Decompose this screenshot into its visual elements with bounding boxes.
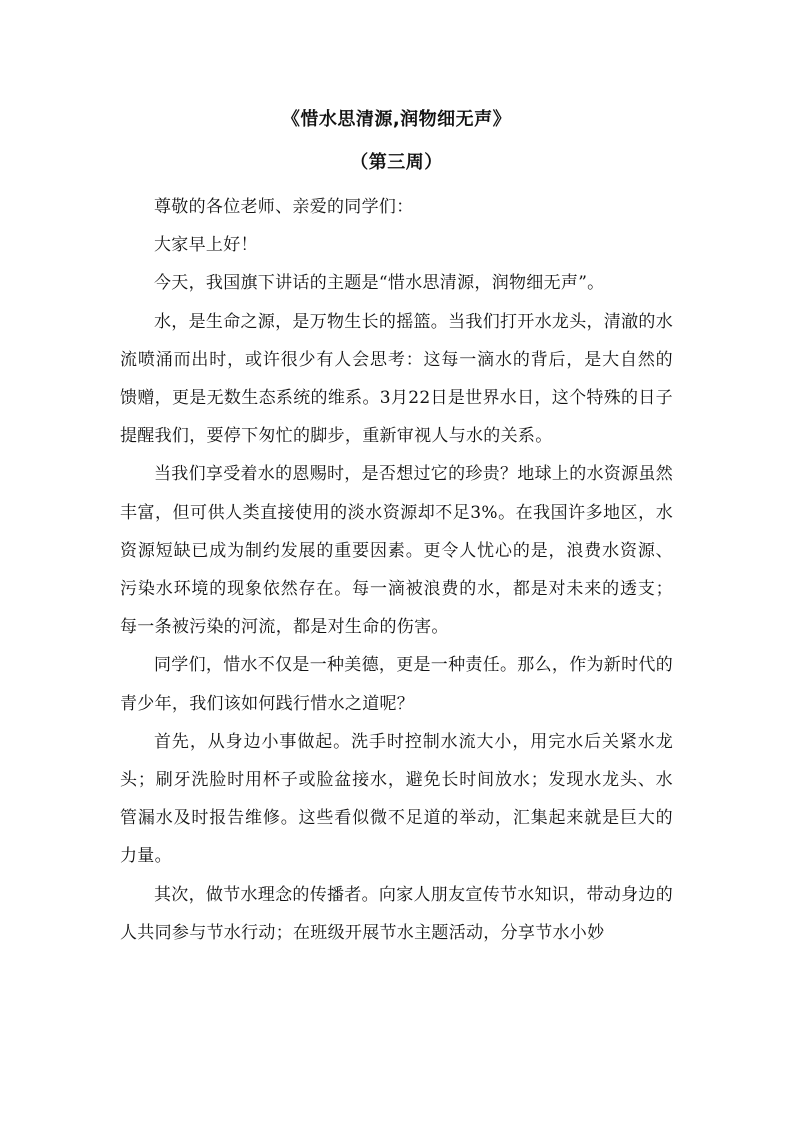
body-paragraph: 首先，从身边小事做起。洗手时控制水流大小，用完水后关紧水龙头；刷牙洗脸时用杯子或脸盆接水，避免长时间放水；发现水龙头、水管漏水及时报告维修。这些看似微不足道的举动，汇集起来就是巨大的力量。 [120, 731, 673, 867]
greeting: 大家早上好！ [154, 235, 258, 256]
body-paragraph: 水，是生命之源，是万物生长的摇篮。当我们打开水龙头，清澈的水流喷涌而出时，或许很少有人会思考：这每一滴水的背后，是大自然的馈赠，更是无数生态系统的维系。3月22日是世界水日，这个特殊的日子提醒我们，要停下匆忙的脚步，重新审视人与水的关系。 [120, 311, 673, 447]
salutation: 尊敬的各位老师、亲爱的同学们： [154, 197, 414, 217]
body-paragraph: 其次，做节水理念的传播者。向家人朋友宣传节水知识，带动身边的人共同参与节水行动；在班级开展节水主题活动，分享节水小妙 [120, 884, 673, 943]
body-paragraph: 同学们，惜水不仅是一种美德，更是一种责任。那么，作为新时代的青少年，我们该如何践行惜水之道呢？ [120, 655, 673, 714]
document-title: 《惜水思清源,润物细无声》 [281, 109, 512, 130]
document-subtitle: （第三周） [350, 152, 443, 173]
body-paragraph: 当我们享受着水的恩赐时，是否想过它的珍贵？地球上的水资源虽然丰富，但可供人类直接使用的淡水资源却不足3%。在我国许多地区，水资源短缺已成为制约发展的重要因素。更令人忧心的是，浪费水资源、污染水环境的现象依然存在。每一滴被浪费的水，都是对未来的透支；每一条被污染的河流，都是对生命的伤害。 [120, 464, 673, 638]
body-paragraph: 今天，我国旗下讲话的主题是“惜水思清源，润物细无声”。 [154, 273, 605, 294]
document-body [120, 188, 673, 952]
